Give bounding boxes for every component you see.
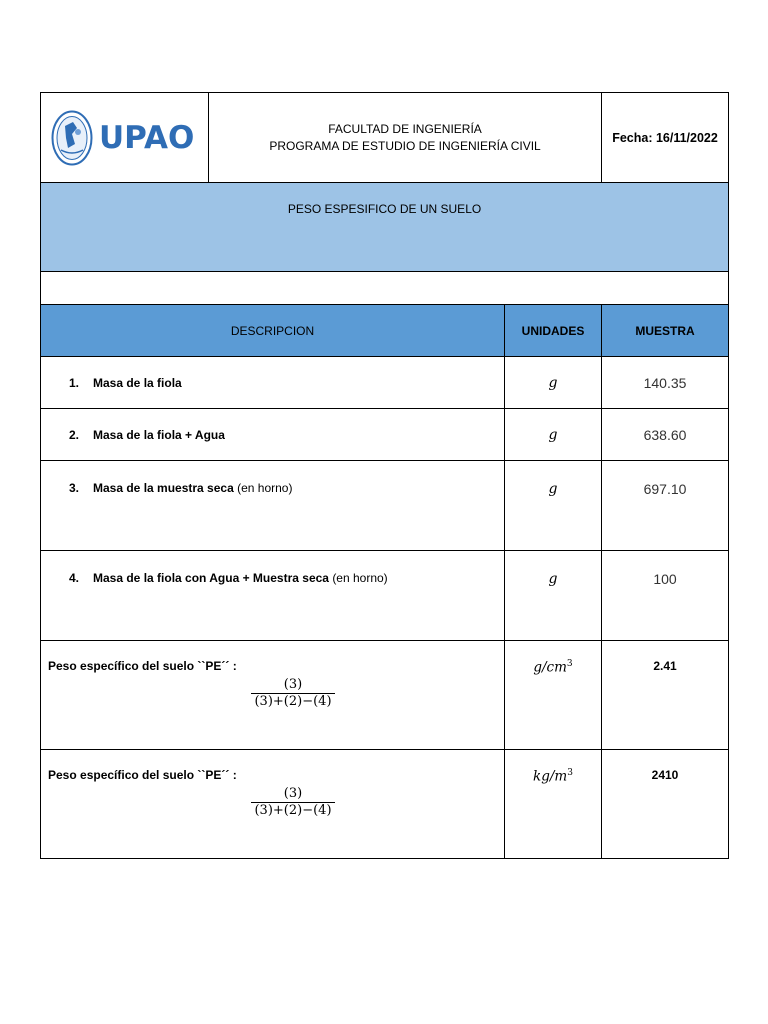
brand-name: UPAO — [99, 119, 195, 156]
result-label: Peso específico del suelo ``PE´´ : — [48, 659, 237, 673]
item-label: 3. Masa de la muestra seca (en horno) — [41, 461, 505, 551]
item-label: 4. Masa de la fiola con Agua + Muestra seca (en horno) — [41, 551, 505, 641]
item-value: 697.10 — [602, 461, 729, 551]
item-unit: g — [505, 409, 602, 461]
result-unit: $kg/m^3$ — [505, 750, 602, 859]
table-row — [41, 461, 729, 551]
table-row — [41, 551, 729, 641]
column-header-row — [41, 305, 729, 357]
table-row — [41, 409, 729, 461]
column-header-description: DESCRIPCION — [41, 305, 505, 357]
item-unit: g — [505, 551, 602, 641]
formula-fraction — [251, 677, 335, 709]
result-row — [41, 750, 729, 859]
result-value: 2410 — [602, 750, 729, 859]
upao-logo — [41, 110, 208, 166]
table-row — [41, 357, 729, 409]
item-unit: g — [505, 461, 602, 551]
item-value: 140.35 — [602, 357, 729, 409]
result-label-cell — [41, 641, 505, 750]
report-sheet — [40, 92, 728, 859]
formula-numerator: (3) — [251, 786, 335, 803]
formula-denominator: (3)+(2)−(4) — [254, 803, 332, 818]
result-unit: $g/cm^3$ — [505, 641, 602, 750]
result-value: 2.41 — [602, 641, 729, 750]
program-name: PROGRAMA DE ESTUDIO DE INGENIERÍA CIVIL — [269, 138, 541, 153]
result-label: Peso específico del suelo ``PE´´ : — [48, 768, 237, 782]
date-cell: Fecha: 16/11/2022 — [602, 93, 729, 183]
title-row — [41, 183, 729, 272]
spacer-row — [41, 272, 729, 305]
formula-denominator: (3)+(2)−(4) — [254, 694, 332, 709]
item-label: 1. Masa de la fiola — [41, 357, 505, 409]
faculty-name: FACULTAD DE INGENIERÍA — [328, 121, 482, 136]
report-title: PESO ESPESIFICO DE UN SUELO — [41, 183, 729, 272]
institution-cell — [209, 93, 602, 183]
university-seal-icon — [51, 110, 93, 166]
item-value: 100 — [602, 551, 729, 641]
header-row — [41, 93, 729, 183]
item-unit: g — [505, 357, 602, 409]
item-value: 638.60 — [602, 409, 729, 461]
column-header-units: UNIDADES — [505, 305, 602, 357]
item-label: 2. Masa de la fiola + Agua — [41, 409, 505, 461]
column-header-sample: MUESTRA — [602, 305, 729, 357]
formula-fraction — [251, 786, 335, 818]
logo-cell — [41, 93, 209, 183]
result-row — [41, 641, 729, 750]
formula-numerator: (3) — [251, 677, 335, 694]
report-table — [40, 92, 729, 859]
result-label-cell — [41, 750, 505, 859]
spacer-cell — [41, 272, 729, 305]
